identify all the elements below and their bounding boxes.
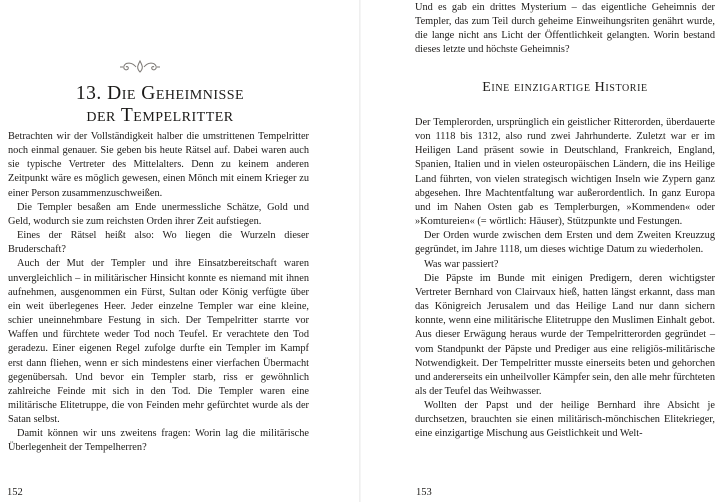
paragraph: Was war passiert? xyxy=(424,258,499,270)
paragraph: Betrachten wir der Vollständigkeit halber die umstrittenen Tempelritter noch einmal genauer. Sie geben bis heute Rätsel auf. Dabei waren auch sie typische Vertreter des Mittelalters. Denn zu keinem anderen Zeitpunkt wäre es möglich gewesen, einen Mönch mit einem Krieger zu einer Person zusammenzuschweißen. xyxy=(8,131,309,199)
paragraph: Der Templerorden, ursprünglich ein geistlicher Ritterorden, überdauerte von 1118 bis 1312, also rund zwei Jahrhunderte. Zuletzt war er im Heiligen Land präsent sowie in Deutschland, Frankreich, England, Spanien, Italien und in vielen osteuropäischen Ländern, die ins Heilige Land führten, von vielen strategisch wichtigen Inseln wie Zypern ganz abgesehen. Ihre Machtentfaltung war außerordentlich. In ganz Europa und im Nahen Osten gab es Templerburgen, »Kommenden« oder »Komtureien« (= wörtlich: Häuser), Stützpunkte und Festungen. xyxy=(415,117,715,228)
page-number-left: 152 xyxy=(7,487,23,498)
right-top-text xyxy=(415,1,715,58)
paragraph: Der Orden wurde zwischen dem Ersten und dem Zweiten Kreuzzug gegründet, im Jahre 1118, um dieses wichtige Datum zu wiederholen. xyxy=(415,230,715,256)
left-body-text xyxy=(8,130,309,456)
paragraph: Auch der Mut der Templer und ihre Einsatzbereitschaft waren unvergleichlich – in militärischer Hinsicht konnte es niemand mit ihnen aufnehmen, ausgenommen ein Fürst, Sultan oder König verfügte über ein weit überlegenes Heer. Jeder einzelne Templer war eine kleine, schier uneinnehmbare Festung in sich. Der Tempelritter starrte vor Waffen und fürchtete weder Tod noch Teufel. Er verachtete den Tod geradezu. Einer eigenen Regel zufolge durfte ein Templer im Kampf erst dann fliehen, wenn er sich mindestens einer vierfachen Übermacht gegenübersah. Und bevor ein Templer starb, riss er gewöhnlich zahlreiche Feinde mit sich in den Tod. Die Templer waren eine militärische Elitetruppe, die von Feinden mehr gefürchtet wurde als der Satan selbst. xyxy=(8,258,309,426)
right-page xyxy=(360,0,720,502)
section-title: Eine einzigartige Historie xyxy=(482,80,648,95)
page-number-right: 153 xyxy=(416,487,432,498)
paragraph: Damit können wir uns zweitens fragen: Worin lag die militärische Überlegenheit der Tempelherren? xyxy=(8,428,309,454)
scroll-flourish-icon xyxy=(118,58,162,76)
chapter-title xyxy=(40,83,280,127)
right-body-text xyxy=(415,116,715,442)
paragraph: Und es gab ein drittes Mysterium – das eigentliche Geheimnis der Templer, das zum Teil durch geheime Einweihungsriten genährt wurde, die lange nicht ans Licht der Öffentlichkeit gelangten. Worin bestand dieses letzte und höchste Geheimnis? xyxy=(415,2,715,56)
paragraph: Eines der Rätsel heißt also: Wo liegen die Wurzeln dieser Bruderschaft? xyxy=(8,230,309,256)
paragraph: Die Päpste im Bunde mit einigen Predigern, deren wichtigster Vertreter Bernhard von Clairvaux hieß, hatten längst erkannt, dass man das Königreich Jerusalem und das Heilige Land nur dann sichern konnte, wenn eine militärische Elitetruppe den Muslimen Einhalt gebot. Aus dieser Erwägung heraus wurde der Tempelritterorden gegründet – vom Standpunkt der Päpste und Prediger aus eine religiös-militärische Notwendigkeit. Der Tempelritter musste einerseits beten und gehorchen und andererseits ein unheilvoller Kämpfer sein, den alle mehr fürchteten als der Teufel das Weihwasser. xyxy=(415,272,715,397)
paragraph: Die Templer besaßen am Ende unermessliche Schätze, Gold und Geld, wodurch sie zum reichsten Orden ihrer Zeit aufstiegen. xyxy=(8,201,309,227)
chapter-title-line1: 13. Die Geheimnisse xyxy=(75,83,245,104)
paragraph: Wollten der Papst und der heilige Bernhard ihre Absicht je durchsetzen, brauchten sie einen militärisch-mönchischen Elitekrieger, eine einzigartige Mischung aus Geistlichkeit und Welt- xyxy=(415,400,715,440)
chapter-title-line2: der Tempelritter xyxy=(86,105,234,126)
